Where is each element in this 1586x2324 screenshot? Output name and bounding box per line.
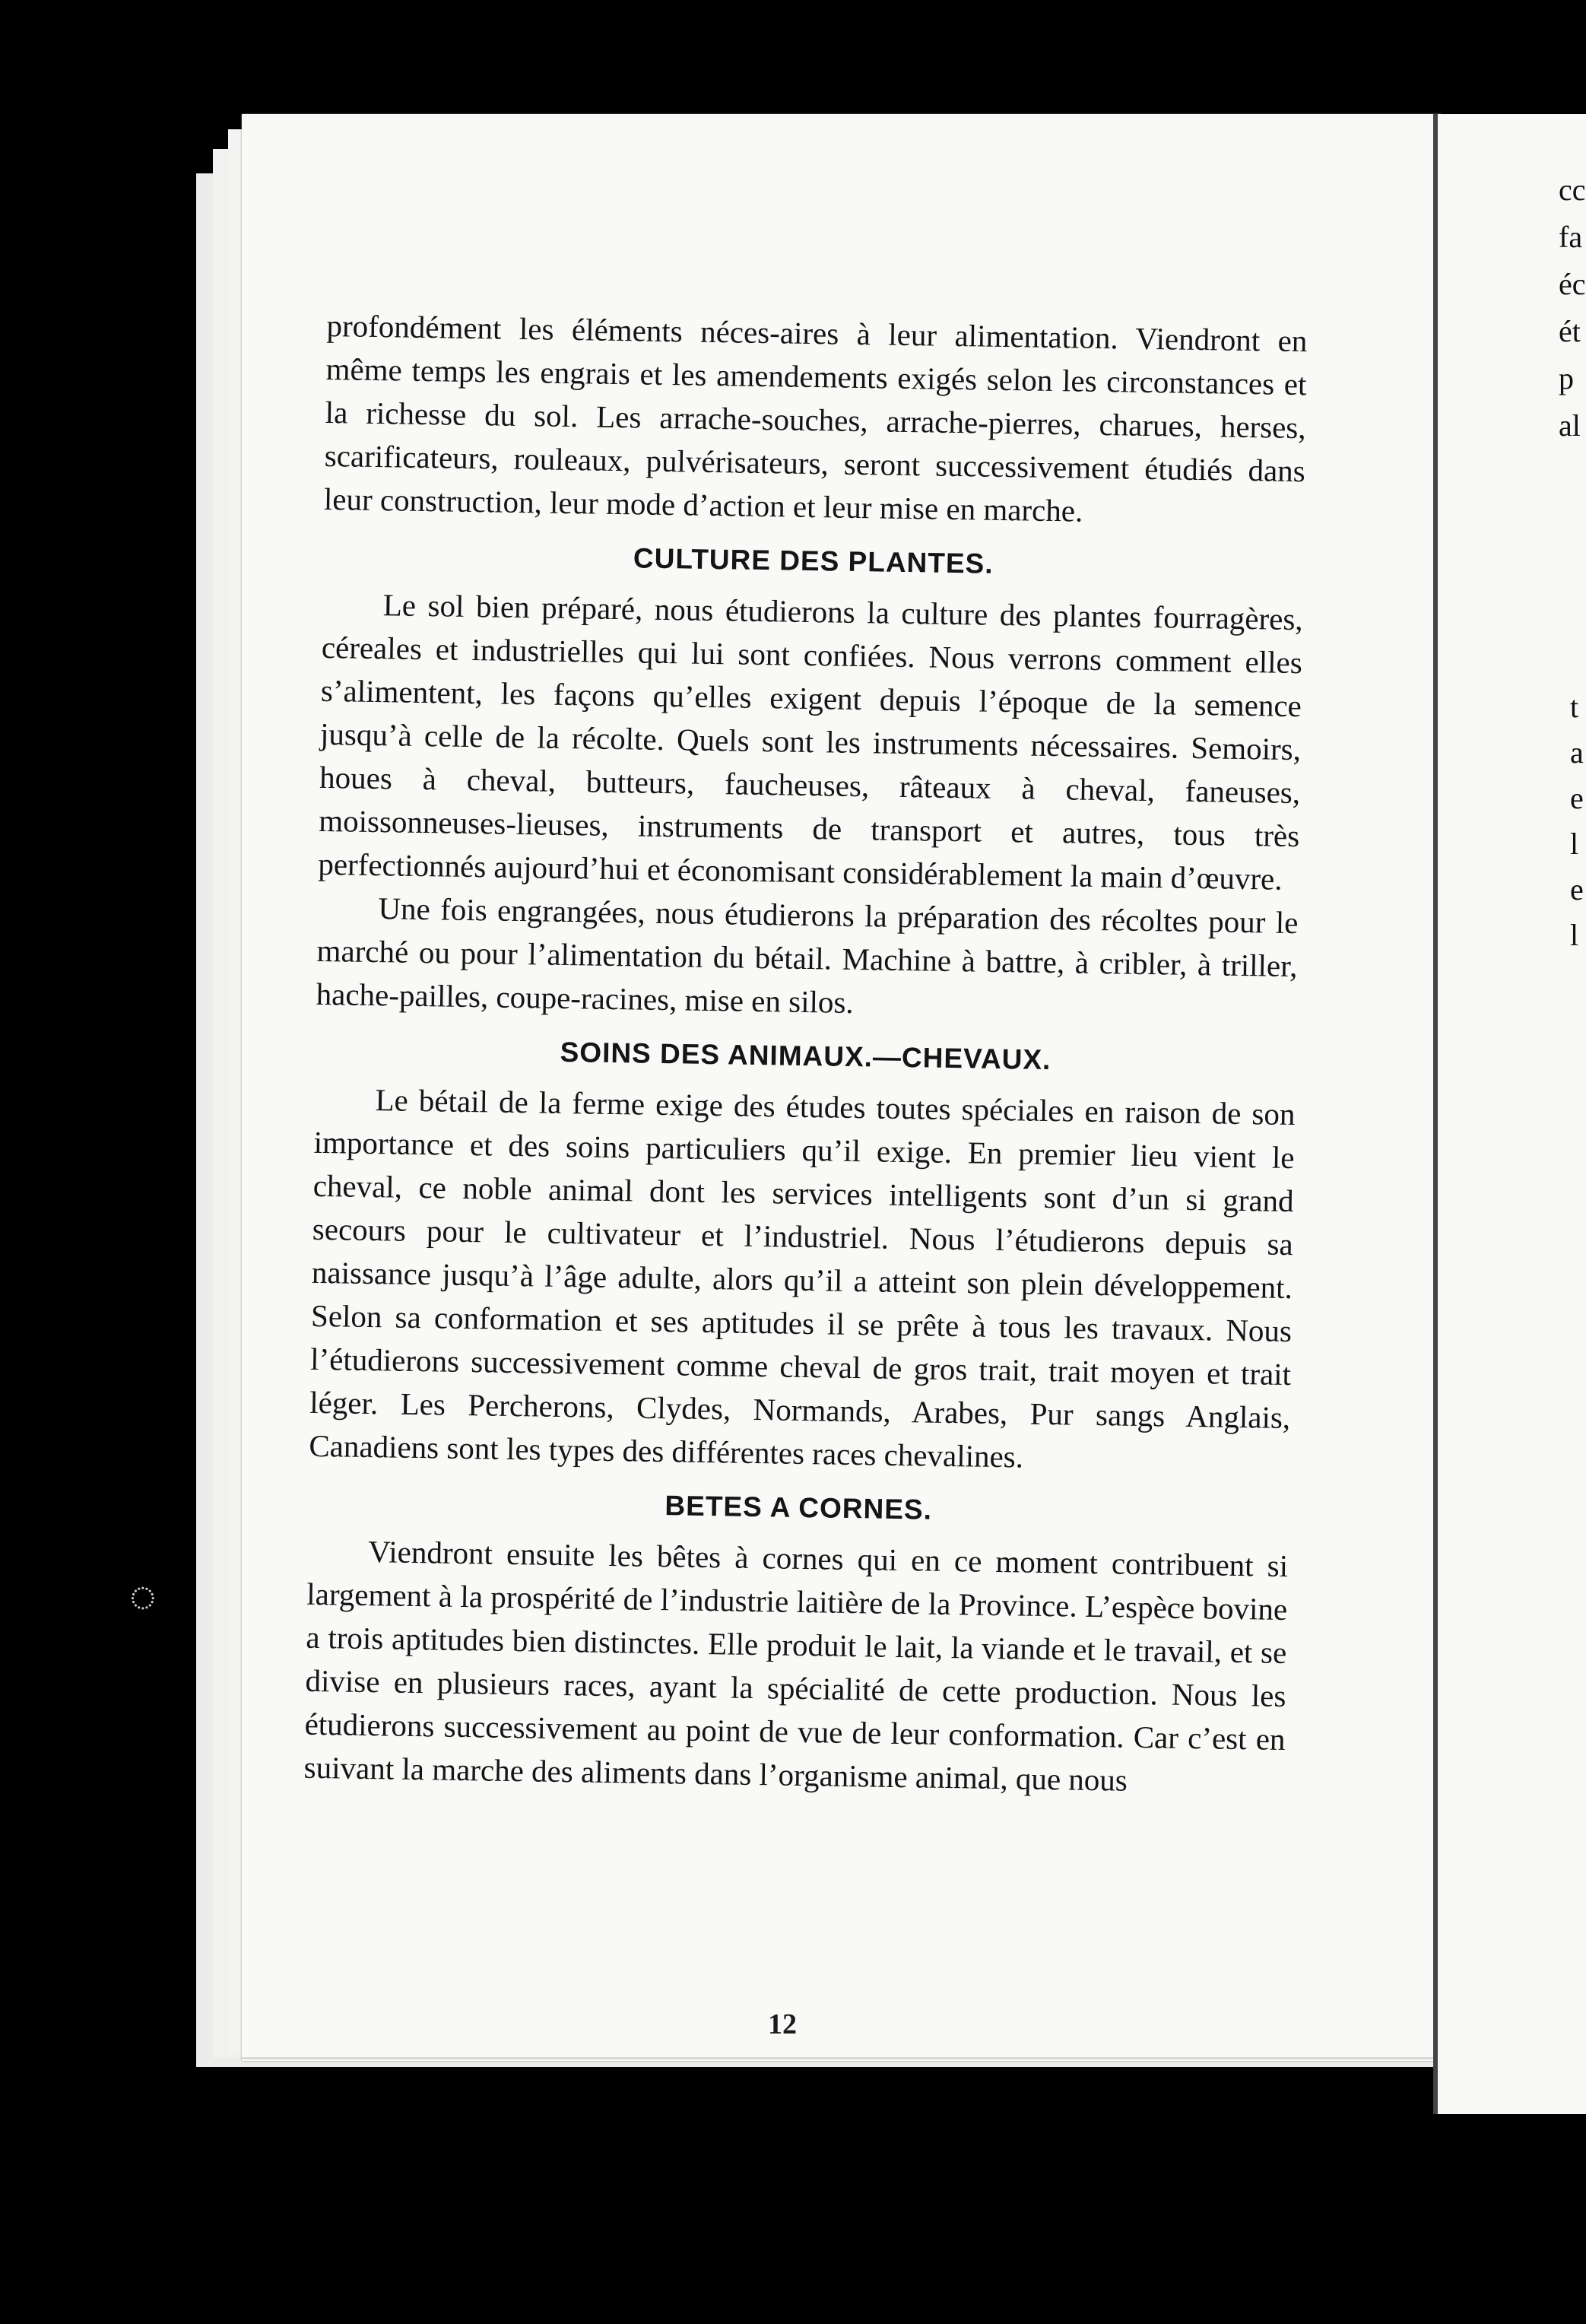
facing-page-fragment: l (1570, 827, 1579, 861)
facing-page-fragment: t (1570, 690, 1579, 724)
facing-page-fragment: e (1570, 872, 1584, 906)
facing-page-fragment: e (1570, 781, 1584, 815)
facing-page-fragment: a (1570, 735, 1584, 770)
section-heading: CULTURE DES PLANTES. (633, 542, 994, 579)
body-paragraph: profondément les éléments néces-aires à leur alimentation. Viendront en même temps les engrais et les amendements exigés selon les circonstances et la richesse du sol. Les arrache-souches, arrache-pierres, charues, herses, scarificateurs, rouleaux, pulvérisateurs, seront successivement étudiés dans leur construction, leur mode d’action et leur mise en marche. (323, 307, 1308, 529)
facing-page-fragment: l (1570, 918, 1579, 952)
facing-page-fragment: cc (1559, 173, 1586, 207)
facing-page-fragment: p (1559, 361, 1574, 395)
page-text-block (303, 304, 1308, 1805)
facing-page-fragment: fa (1559, 220, 1583, 254)
page-number: 12 (768, 2008, 797, 2040)
section-heading: BETES A CORNES. (665, 1490, 933, 1526)
body-paragraph: Le bétail de la ferme exige des études toutes spéciales en raison de son importance et des soins particuliers qu’il exige. En premier lieu vient le cheval, ce noble animal dont les services intelligents sont d’un si grand secours pour le cultivateur et l’industriel. Nous l’étudierons depuis sa naissance jusqu’à l’âge adulte, alors qu’il a atteint son plein développement. Selon sa conformation et ses aptitudes il se prête à tous les travaux. Nous l’étudierons successivement comme cheval de gros trait, trait moyen et trait léger. Les Percherons, Clydes, Normands, Arabes, Pur sangs Anglais, Canadiens sont les types des différentes races chevalines. (309, 1082, 1296, 1475)
page-edge-line (242, 2057, 1442, 2059)
film-mark: ◌ (129, 1571, 157, 1621)
body-paragraph: Une fois engrangées, nous étudierons la préparation des récoltes pour le marché ou pour l’alimentation du bétail. Machine à battre, à cribler, à triller, hache-pailles, coupe-racines, mise en silos. (316, 891, 1299, 1020)
facing-page-fragment: al (1559, 408, 1581, 443)
body-paragraph: Le sol bien préparé, nous étudierons la culture des plantes fourragères, céreales et industrielles qui lui sont confiées. Nous verrons comment elles s’alimentent, les façons qu’elles exigent depuis l’époque de la semence jusqu’à celle de la récolte. Quels sont les instruments nécessaires. Semoirs, houes à cheval, butteurs, faucheuses, râteaux à cheval, faneuses, moissonneuses-lieuses, instruments de transport et autres, tous très perfectionnés aujourd’hui et économisant considérablement la main d’œuvre. (318, 587, 1304, 897)
body-paragraph: Viendront ensuite les bêtes à cornes qui en ce moment contribuent si largement à la prospérité de l’industrie laitière de la Province. L’espèce bovine a trois aptitudes bien distinctes. Elle produit le lait, la viande et le travail, et se divise en plusieurs races, ayant la spécialité de cette production. Nous les étudierons successivement au point de vue de leur conformation. Car c’est en suivant la marche des aliments dans l’organisme animal, que nous (303, 1534, 1289, 1798)
section-heading: SOINS DES ANIMAUX.—CHEVAUX. (560, 1036, 1052, 1076)
facing-page-fragment: ét (1559, 314, 1581, 348)
facing-page-fragment: éc (1559, 267, 1586, 301)
